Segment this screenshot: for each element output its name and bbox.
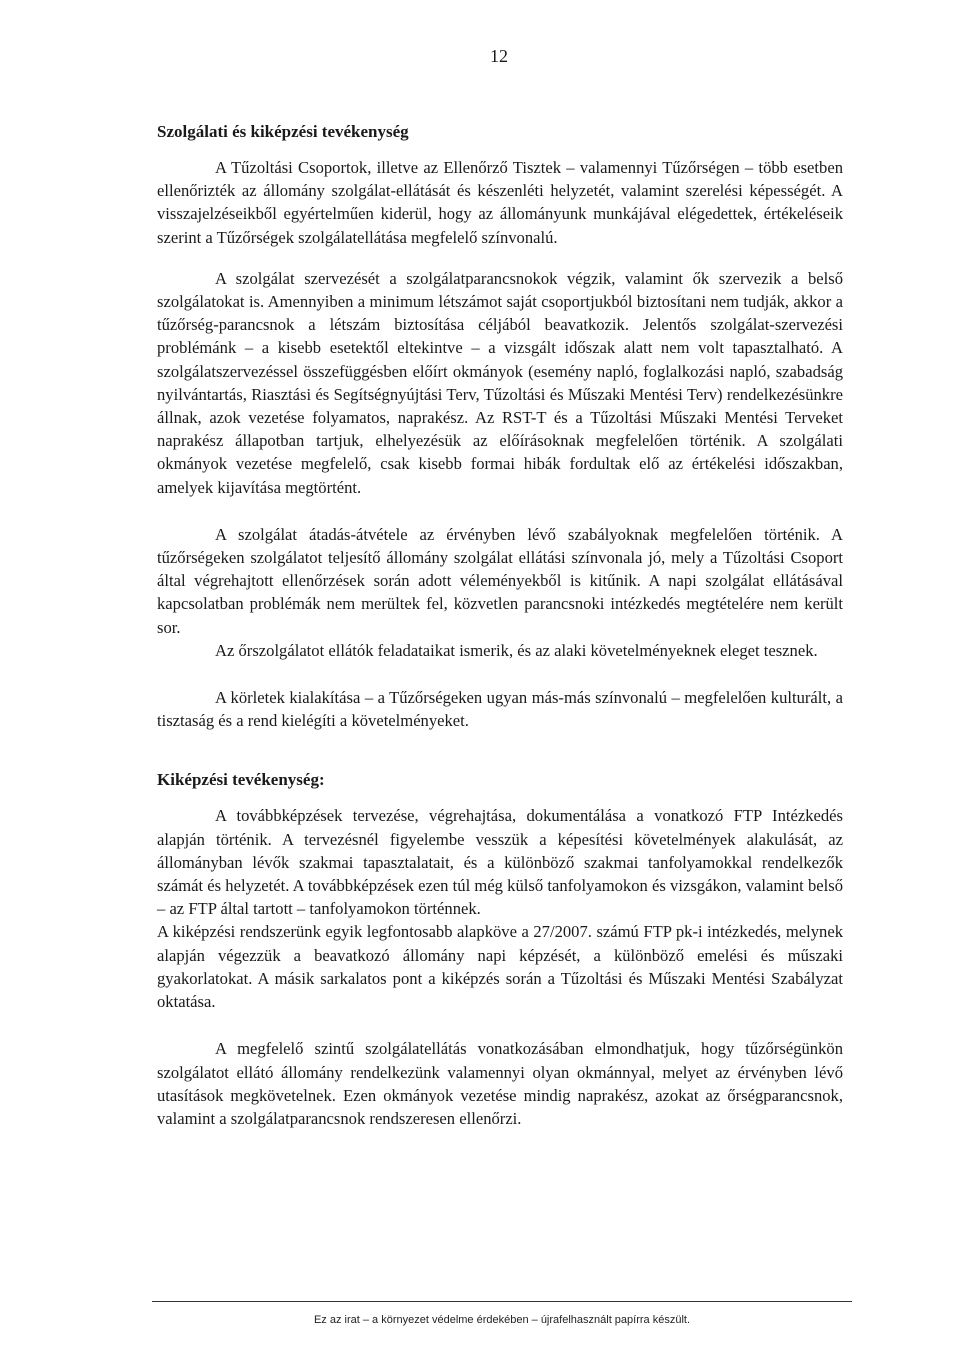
paragraph: A szolgálat szervezését a szolgálatparancsnokok végzik, valamint ők szervezik a belső szolgálatokat is. Amennyiben a minimum létszámot saját csoportjukból biztosítani nem tudják, akkor a tűzőrség-parancsnok a létszám biztosítása céljából beavatkozik. Jelentős szolgálat-szervezési problémánk – a kisebb esetektől eltekintve – a vizsgált időszak alatt nem volt tapasztalható. A szolgálatszervezéssel összefüggésben előírt okmányok (esemény napló, foglalkozási napló, szabadság nyilvántartás, Riasztási és Segítségnyújtási Terv, Tűzoltási és Műszaki Mentési Terv) rendelkezésünkre állnak, azok vezetése folyamatos, naprakész. Az RST-T és a Tűzoltási Műszaki Mentési Terveket naprakész állapotban tartjuk, elhelyezésük az előírásoknak megfelelően történik. A szolgálati okmányok vezetése megfelelő, csak kisebb formai hibák fordultak elő az értékelési időszakban, amelyek kijavítása megtörtént. <box>157 268 843 497</box>
paragraph: A körletek kialakítása – a Tűzőrségeken ugyan más-más színvonalú – megfelelően kulturált, a tisztaság és a rend kielégíti a követelményeket. <box>157 688 843 731</box>
paragraph: A kiképzési rendszerünk egyik legfontosabb alapköve a 27/2007. számú FTP pk-i intézkedés, melynek alapján végezzük a beavatkozó állomány napi képzését, a különböző emelési és műszaki gyakorlatokat. A másik sarkalatos pont a kiképzés során a Tűzoltási és Műszaki Mentési Szabályzat oktatása. <box>157 922 843 1012</box>
paragraph: A megfelelő szintű szolgálatellátás vonatkozásában elmondhatjuk, hogy tűzőrségünkön szolgálatot ellátó állomány rendelkezünk valamennyi olyan okmánnyal, melyet az érvényben lévő utasítások megkövetelnek. Ezen okmányok vezetése mindig naprakész, azokat az őrségparancsnok, valamint a szolgálatparancsnok rendszeresen ellenőrzi. <box>157 1039 843 1128</box>
document-body <box>157 122 843 1130</box>
section-heading-service: Szolgálati és kiképzési tevékenység <box>157 122 409 141</box>
page-number: 12 <box>490 46 508 66</box>
section-heading-training: Kiképzési tevékenység: <box>157 770 325 790</box>
footer-note: Ez az irat – a környezet védelme érdekében – újrafelhasznált papírra készült. <box>313 1314 691 1326</box>
paragraph: A szolgálat átadás-átvétele az érvényben lévő szabályoknak megfelelően történik. A tűzőrségeken szolgálatot teljesítő állomány szolgálat ellátási színvonala jó, mely a Tűzoltási Csoport által végrehajtott ellenőrzések során adott véleményekből is kitűnik. A napi szolgálat ellátásával kapcsolatban problémák nem merültek fel, közvetlen parancsnoki intézkedés megtételére nem került sor. <box>157 524 843 637</box>
paragraph: A továbbképzések tervezése, végrehajtása, dokumentálása a vonatkozó FTP Intézkedés alapján történik. A tervezésnél figyelembe vesszük a képesítési követelmények alakulását, az állományban lévők szakmai tapasztalatait, és a különböző szakmai tanfolyamokkal rendelkezők számát és helyzetét. A továbbképzések ezen túl még külső tanfolyamokon és vizsgákon, valamint belső – az FTP által tartott – tanfolyamokon történnek. <box>157 806 843 919</box>
footer-divider <box>152 1301 852 1302</box>
paragraph: A Tűzoltási Csoportok, illetve az Ellenőrző Tisztek – valamennyi Tűzőrségen – több esetben ellenőrizték az állomány szolgálat-ellátását és készenléti helyzetét, valamint szerelési képességét. A visszajelzéseikből egyértelműen kiderül, hogy az állományunk munkájával elégedettek, értékeléseik szerint a Tűzőrségek szolgálatellátása megfelelő színvonalú. <box>157 158 843 247</box>
paragraph: Az őrszolgálatot ellátók feladataikat ismerik, és az alaki követelményeknek eleget tesznek. <box>215 640 818 660</box>
